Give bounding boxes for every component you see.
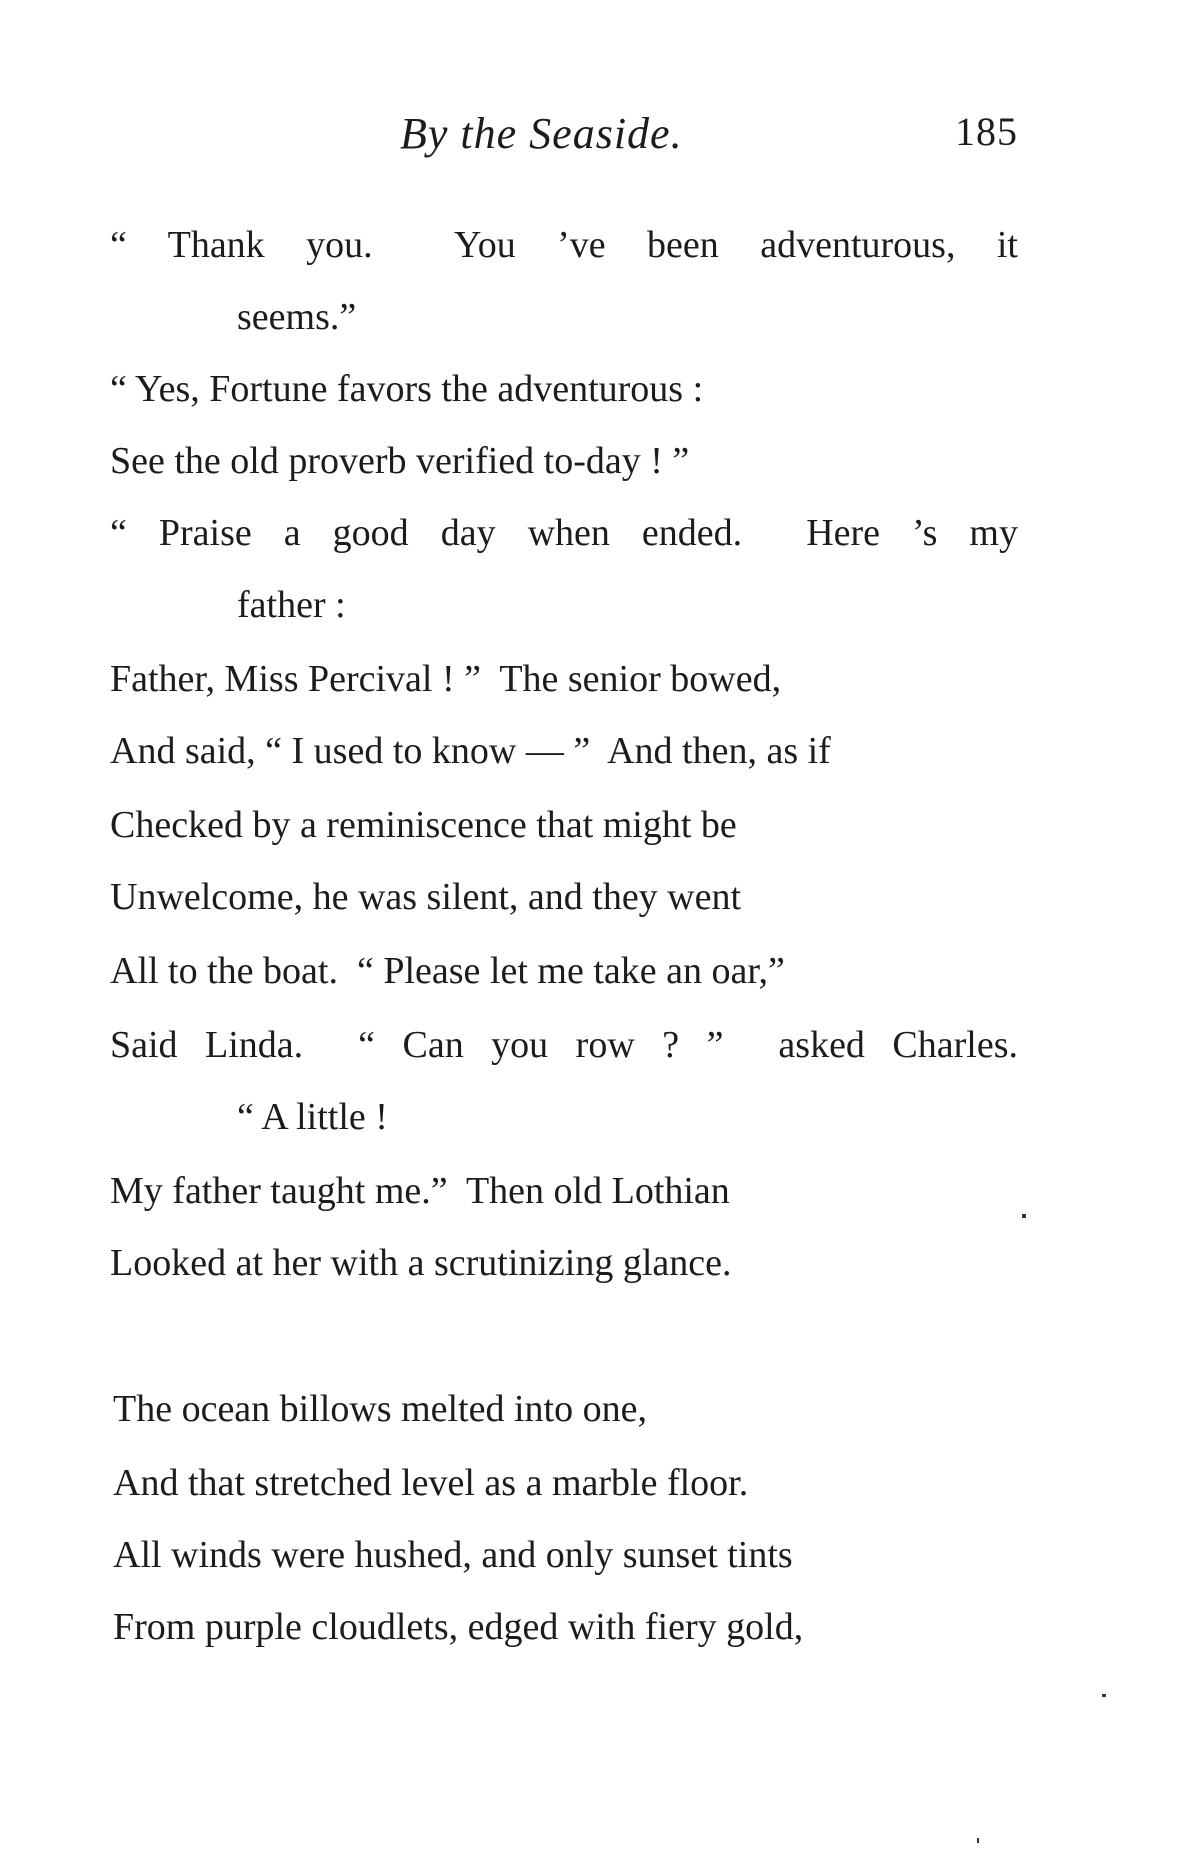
ink-speck <box>1022 1214 1026 1218</box>
poem-line: My father taught me.” Then old Lothian <box>110 1170 730 1212</box>
poem-line: Said Linda. “ Can you row ? ” asked Charles. <box>110 1024 1018 1066</box>
poem-line: See the old proverb verified to-day ! ” <box>110 440 690 482</box>
poem-line: All winds were hushed, and only sunset tints <box>113 1534 793 1576</box>
ink-speck <box>1102 1694 1106 1697</box>
poem-line: All to the boat. “ Please let me take an oar,” <box>110 950 785 992</box>
poem-line: “ Thank you. You ’ve been adventurous, it <box>110 224 1018 266</box>
poem-line: Father, Miss Percival ! ” The senior bowed, <box>110 658 782 700</box>
page-number: 185 <box>955 109 1018 154</box>
running-head <box>0 108 1197 168</box>
poem-line: seems.” <box>237 296 357 338</box>
running-title: By the Seaside. <box>400 109 683 158</box>
poem-line: The ocean billows melted into one, <box>113 1388 647 1430</box>
poem-line: “ A little ! <box>237 1096 388 1138</box>
poem-line: Unwelcome, he was silent, and they went <box>110 876 742 918</box>
poem-line: And that stretched level as a marble floor. <box>113 1462 749 1504</box>
poem-line: Checked by a reminiscence that might be <box>110 804 737 846</box>
poem-line: Looked at her with a scrutinizing glance. <box>110 1242 732 1284</box>
ink-speck <box>977 1838 979 1843</box>
poem-line: And said, “ I used to know — ” And then, as if <box>110 730 831 772</box>
poem-line: From purple cloudlets, edged with fiery gold, <box>113 1606 804 1648</box>
poem-line: father : <box>237 584 346 626</box>
poem-line: “ Yes, Fortune favors the adventurous : <box>110 368 704 410</box>
poem-line: “ Praise a good day when ended. Here ’s my <box>110 512 1018 554</box>
